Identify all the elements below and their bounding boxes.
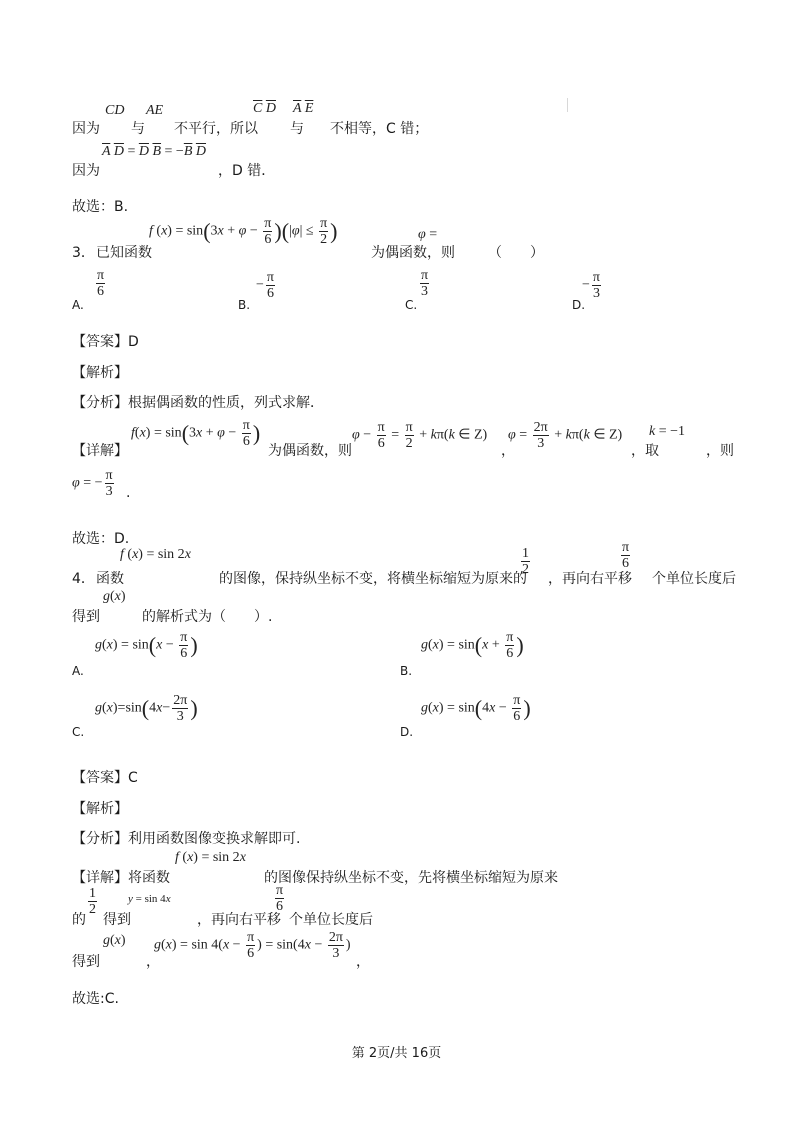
answer-line (72, 769, 138, 787)
math-detail-pi6: $\frac{\pi}{6}$ (276, 883, 284, 914)
answer-line (72, 333, 139, 351)
math-detail-half: $\frac{1}{2}$ (89, 886, 96, 917)
scan-mark (567, 98, 568, 112)
math-detail-k: k = −1 (649, 424, 686, 439)
question-text: 的解析式为（ ）. (142, 609, 273, 625)
detail-text: ，则 (706, 443, 734, 459)
detail-text: 的图像保持纵坐标不变，先将横坐标缩短为原来 (264, 870, 558, 886)
math-option-a: $\frac{\pi}{6}$ (97, 268, 105, 299)
detail-tag: 【详解】 (72, 443, 128, 459)
question-number: 4． (72, 571, 95, 587)
detail-text: 个单位长度后 (289, 912, 373, 928)
math-detail-eq1: φ − $\frac{\pi}{6}$ = $\frac{\pi}{2}$ + kπ(k ∈ Z) (352, 420, 488, 451)
detail-text: 得到 (103, 912, 131, 928)
detail-text: 的 (72, 912, 86, 928)
math-detail-eq2: φ = $\frac{2\pi}{3}$ + kπ(k ∈ Z) (508, 420, 623, 451)
answer-value: D (128, 334, 139, 350)
question-text: 函数 (96, 571, 124, 587)
math-q4-option-d: g(x) = sin(4x − $\frac{\pi}{6}$ ) (421, 693, 531, 724)
math-detail-f: f(x) = sin(3x + φ − $\frac{\pi}{6}$ ) (131, 418, 261, 449)
math-detail-g: g(x) (103, 933, 126, 948)
answer-tag: 【答案】 (72, 334, 128, 350)
math-detail-g-eq: g(x) = sin 4(x − $\frac{\pi}{6}$ ) = sin(4x − $\frac{2\pi}{3}$ ) (154, 930, 351, 961)
analysis-tag: 【解析】 (72, 801, 128, 817)
math-vec-equation: $\overline{A}$ $\overline{D} = \overline{D}$ $\overline{B} = -\overline{B}$ $\overline{D}$ (102, 144, 207, 159)
option-label: A. (72, 664, 84, 678)
detail-text: ，取 (631, 443, 659, 459)
math-q4-option-a: g(x) = sin(x − $\frac{\pi}{6}$ ) (95, 630, 198, 661)
detail-text: 将函数 (128, 870, 170, 886)
line-text: 与 (290, 121, 304, 137)
fenxi-line (72, 830, 300, 848)
line-text: 与 (131, 121, 145, 137)
math-detail-f: f (x) = sin 2x (175, 850, 246, 865)
math-q4-f: f (x) = sin 2x (120, 547, 191, 562)
math-detail-result: φ = − $\frac{\pi}{3}$ (72, 468, 113, 499)
choose-text: 故选:C. (72, 991, 119, 1007)
math-option-c: $\frac{\pi}{3}$ (421, 268, 429, 299)
line-text: 不平行，所以 (174, 121, 258, 137)
page-footer: 第 2页/共 16页 (351, 1046, 442, 1061)
math-option-b: − $\frac{\pi}{6}$ (256, 270, 274, 301)
math-phi-eq: φ = (418, 227, 438, 242)
fenxi-line (72, 394, 324, 412)
detail-text: ， (146, 954, 160, 970)
question-text: 得到 (72, 609, 100, 625)
question-text: 已知函数 (96, 245, 152, 261)
fenxi-tag: 【分析】 (72, 395, 128, 411)
option-label: D. (572, 298, 586, 312)
detail-text: 得到 (72, 954, 100, 970)
end-dot: . (126, 485, 131, 501)
choose-text: 故选：D. (72, 531, 130, 547)
choose-text: 故选：B. (72, 199, 129, 215)
line-text: 不相等，C 错； (330, 121, 429, 137)
math-detail-y: y = sin 4x (128, 893, 171, 905)
option-label: A. (72, 298, 84, 312)
math-q4-option-b: g(x) = sin(x + $\frac{\pi}{6}$ ) (421, 630, 524, 661)
option-label: C. (72, 725, 85, 739)
line-text: ，D 错． (218, 163, 276, 179)
math-vec-cd: CD (105, 103, 125, 118)
detail-text: ， (356, 954, 370, 970)
detail-tag: 【详解】 (72, 870, 128, 886)
math-option-d: − $\frac{\pi}{3}$ (582, 270, 600, 301)
math-q4-g: g(x) (103, 589, 126, 604)
analysis-tag: 【解析】 (72, 365, 128, 381)
answer-value: C (128, 770, 138, 786)
option-label: C. (405, 298, 418, 312)
math-function-f: f (x) = sin(3x + φ − $\frac{\pi}{6}$ )(|φ| ≤ $\frac{\pi}{2}$ ) (149, 216, 338, 247)
question-text: 个单位长度后 (652, 571, 736, 587)
option-label: D. (400, 725, 414, 739)
line-text: 因为 (72, 163, 100, 179)
answer-tag: 【答案】 (72, 770, 128, 786)
question-text: 为偶函数，则 (371, 245, 455, 261)
detail-text: ，再向右平移 (197, 912, 281, 928)
detail-text: 为偶函数，则 (268, 443, 352, 459)
fenxi-tag: 【分析】 (72, 831, 128, 847)
math-vec-ae: AE (146, 103, 164, 118)
question-text: 的图像，保持纵坐标不变，将横坐标缩短为原来的 (219, 571, 527, 587)
math-q4-option-c: g(x)=sin(4x− $\frac{2\pi}{3}$ ) (95, 693, 198, 724)
question-text: ，再向右平移 (548, 571, 632, 587)
math-vec-cd-over: $\overline{C}$ $\overline{D}$ (253, 101, 276, 116)
fenxi-text: 根据偶函数的性质，列式求解． (128, 395, 324, 411)
question-number: 3． (72, 245, 95, 261)
option-label: B. (238, 298, 251, 312)
math-q4-half: $\frac{1}{2}$ (522, 546, 529, 577)
math-q4-pi6: $\frac{\pi}{6}$ (622, 540, 630, 571)
detail-text: ， (501, 443, 515, 459)
question-paren: （ ） (488, 245, 544, 261)
line-text: 因为 (72, 121, 100, 137)
math-vec-ae-over: $\overline{A}$ $\overline{E}$ (293, 101, 314, 116)
option-label: B. (400, 664, 413, 678)
fenxi-text: 利用函数图像变换求解即可. (128, 831, 301, 847)
